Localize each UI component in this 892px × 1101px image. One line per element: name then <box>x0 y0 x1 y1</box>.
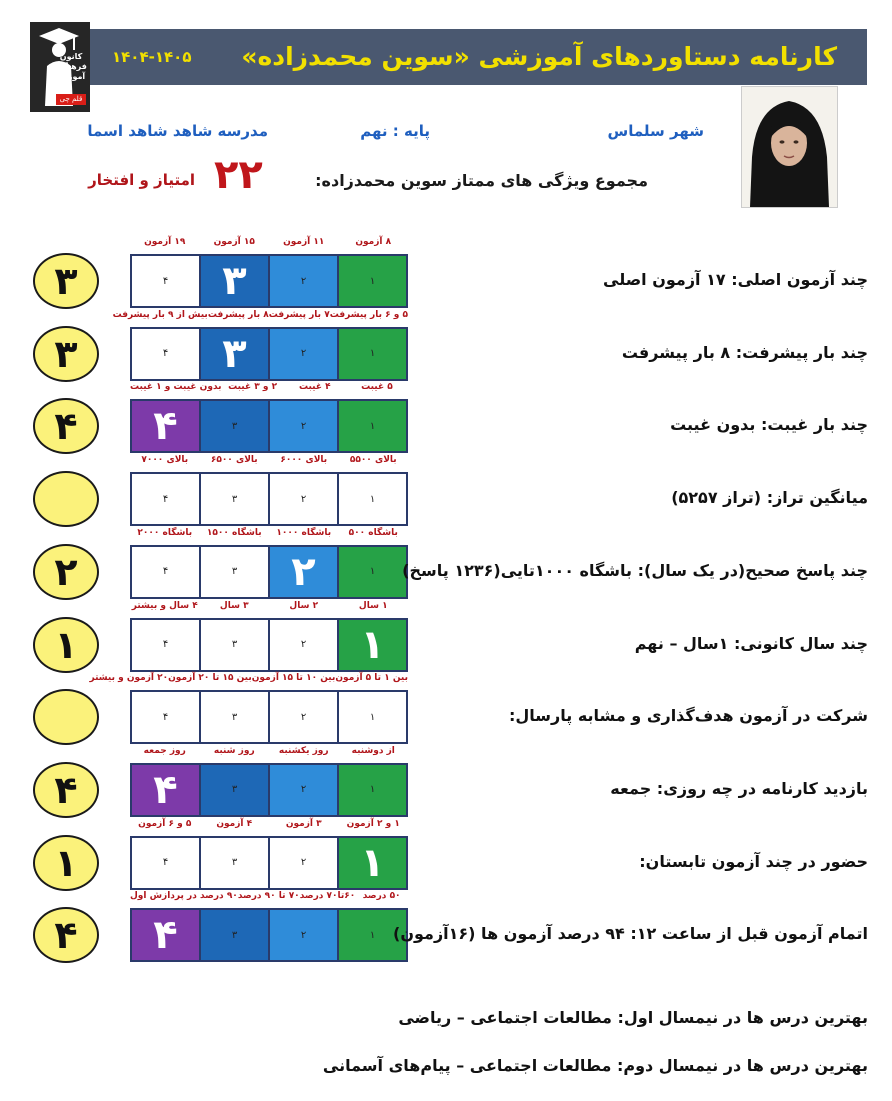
level-cell: ۱ <box>337 329 406 379</box>
best-subjects-second-semester: بهترین درس ها در نیمسال دوم: مطالعات اجتماعی – پیام‌های آسمانی <box>322 1056 868 1075</box>
level-cell: ۲ <box>268 692 337 742</box>
row-question: میانگین تراز: (تراز ۵۲۵۷) <box>671 488 868 508</box>
row-question: بازدید کارنامه در چه روزی: جمعه <box>610 778 868 798</box>
level-label: ۱۱ آزمون <box>283 237 325 247</box>
level-grid <box>130 763 408 817</box>
level-label: بالای ۶۰۰۰ <box>280 455 328 466</box>
level-label: روز یکشنبه <box>278 745 329 756</box>
level-cell: ۲ <box>268 474 337 524</box>
school-label: مدرسه شاهد شاهد اسما <box>87 122 268 140</box>
level-cell: ۴ <box>132 256 199 306</box>
level-cell: ۲ <box>268 547 337 597</box>
level-cell: ۱ <box>337 910 406 960</box>
level-grid <box>130 399 408 453</box>
level-label: باشگاه ۲۰۰۰ <box>137 527 193 538</box>
score-circle <box>33 471 99 527</box>
level-cell: ۴ <box>132 910 199 960</box>
level-cell: ۴ <box>132 474 199 524</box>
level-label: بالای ۵۵۰۰ <box>349 455 397 466</box>
level-label: ۵ و ۶ آزمون <box>138 818 192 829</box>
level-cell: ۴ <box>132 401 199 451</box>
level-cell: ۴ <box>132 547 199 597</box>
level-grid <box>130 254 408 308</box>
score-circle: ۳ <box>33 326 99 382</box>
level-label: بالای ۷۰۰۰ <box>141 455 189 466</box>
kanoon-logo <box>30 22 90 112</box>
level-cell: ۱ <box>337 620 406 670</box>
level-grid <box>130 618 408 672</box>
level-labels <box>130 819 408 833</box>
row-question: حضور در چند آزمون تابستان: <box>639 851 868 871</box>
level-label: باشگاه ۱۰۰۰ <box>276 527 332 538</box>
level-label: بالای ۶۵۰۰ <box>210 455 258 466</box>
level-grid <box>130 545 408 599</box>
level-label: ۳ سال <box>219 600 249 611</box>
score-circle <box>33 689 99 745</box>
level-labels <box>130 891 408 905</box>
level-label: روز شنبه <box>213 745 255 756</box>
row-question: چند سال کانونی: ۱سال – نهم <box>634 633 868 653</box>
student-photo <box>741 86 838 208</box>
level-cell: ۳ <box>199 765 268 815</box>
level-label: ۸ بار پیشرفت <box>207 309 269 320</box>
row-question: چند بار پیشرفت: ۸ بار پیشرفت <box>621 342 868 362</box>
level-label: ۱۵ آزمون <box>213 237 255 247</box>
city-label: شهر سلماس <box>607 122 704 140</box>
row-question: چند بار غیبت: بدون غیبت <box>670 415 868 435</box>
level-cell: ۳ <box>199 838 268 888</box>
level-cell: ۲ <box>268 838 337 888</box>
level-grid <box>130 690 408 744</box>
level-label: ۸ آزمون <box>355 237 392 247</box>
row-question: چند آزمون اصلی: ۱۷ آزمون اصلی <box>603 270 868 289</box>
best-subjects-first-semester: بهترین درس ها در نیمسال اول: مطالعات اجتماعی – ریاضی <box>398 1008 868 1027</box>
level-cell: ۲ <box>268 401 337 451</box>
level-cell: ۱ <box>337 838 406 888</box>
features-title: مجموع ویژگی های ممتاز سوین محمدزاده: <box>315 171 648 190</box>
level-label: ۲ و ۳ غیبت <box>228 382 278 393</box>
level-cell: ۳ <box>199 620 268 670</box>
level-label: ۴ سال و بیشتر <box>131 600 198 611</box>
level-label: باشگاه ۱۵۰۰ <box>206 527 262 538</box>
level-cell: ۴ <box>132 692 199 742</box>
score-circle: ۱ <box>33 617 99 673</box>
level-label: ۶۰تا۷۰ درصد <box>299 891 356 902</box>
level-label: ۵۰ درصد <box>362 891 401 902</box>
level-cell: ۴ <box>132 765 199 815</box>
level-label: بیش از ۹ بار پیشرفت <box>112 309 208 320</box>
level-label: ۵ غیبت <box>361 382 393 393</box>
level-cell: ۴ <box>132 620 199 670</box>
level-cell: ۱ <box>337 547 406 597</box>
level-cell: ۴ <box>132 838 199 888</box>
level-cell: ۳ <box>199 401 268 451</box>
student-photo-image <box>742 87 837 207</box>
level-label: از دوشنبه <box>351 745 395 756</box>
level-label: ۱ و ۲ آزمون <box>346 818 400 829</box>
level-label: ۷ بار پیشرفت <box>268 309 330 320</box>
score-circle: ۴ <box>33 762 99 818</box>
level-cell: ۳ <box>199 547 268 597</box>
level-cell: ۲ <box>268 329 337 379</box>
level-cell: ۱ <box>337 765 406 815</box>
level-cell: ۴ <box>132 329 199 379</box>
level-cell: ۲ <box>268 620 337 670</box>
level-grid <box>130 908 408 962</box>
level-cell: ۲ <box>268 910 337 960</box>
level-labels <box>130 455 408 469</box>
score-circle: ۴ <box>33 907 99 963</box>
level-label: ۳ آزمون <box>285 818 322 829</box>
level-label: ۹۰ درصد در پردازش اول <box>130 891 238 902</box>
level-cell: ۱ <box>337 256 406 306</box>
score-circle: ۴ <box>33 398 99 454</box>
level-labels <box>130 382 408 396</box>
academic-years: ۱۴۰۴-۱۴۰۵ <box>112 48 192 66</box>
level-cell: ۳ <box>199 910 268 960</box>
level-label: ۲۰ آزمون و بیشتر <box>89 673 169 684</box>
logo-text: کانون فرهنگی آموزش <box>55 52 87 81</box>
level-cell: ۱ <box>337 474 406 524</box>
logo-tag: قلم چی <box>56 94 86 105</box>
score-circle: ۲ <box>33 544 99 600</box>
level-label: بین ۱۵ تا ۲۰ آزمون <box>168 673 252 684</box>
level-label: ۴ آزمون <box>216 818 253 829</box>
level-labels <box>130 528 408 542</box>
level-cell: ۳ <box>199 474 268 524</box>
level-labels <box>130 746 408 760</box>
honor-count: ۲۲ <box>214 152 263 198</box>
level-labels <box>89 673 408 687</box>
level-cell: ۲ <box>268 256 337 306</box>
level-label: ۱۹ آزمون <box>144 237 186 247</box>
level-label: بدون غیبت و ۱ غیبت <box>130 382 222 393</box>
honor-label: امتیاز و افتخار <box>88 171 195 189</box>
level-label: باشگاه ۵۰۰ <box>348 527 398 538</box>
level-cell: ۲ <box>268 765 337 815</box>
level-label: ۱ سال <box>358 600 388 611</box>
row-question: چند پاسخ صحیح(در یک سال): باشگاه ۱۰۰۰تایی(۱۲۳۶ پاسخ) <box>402 560 868 580</box>
level-cell: ۳ <box>199 692 268 742</box>
level-label: ۷۰ تا ۹۰ درصد <box>237 891 300 902</box>
level-grid <box>130 472 408 526</box>
level-labels <box>130 237 408 251</box>
level-label: ۴ غیبت <box>298 382 331 393</box>
level-labels <box>130 601 408 615</box>
level-grid <box>130 327 408 381</box>
level-cell: ۱ <box>337 692 406 742</box>
row-question: شرکت در آزمون هدف‌گذاری و مشابه پارسال: <box>509 706 868 726</box>
level-label: روز جمعه <box>143 745 186 756</box>
level-grid <box>130 836 408 890</box>
grade-label: پایه : نهم <box>360 122 430 140</box>
header-bar <box>90 29 867 85</box>
score-circle: ۱ <box>33 835 99 891</box>
level-label: ۲ سال <box>289 600 319 611</box>
level-label: بین ۱ تا ۵ آزمون <box>335 673 408 684</box>
level-labels <box>112 309 408 324</box>
page-title: کارنامه دستاوردهای آموزشی «سوین محمدزاده» <box>241 42 837 71</box>
level-label: ۵ و ۶ بار پیشرفت <box>329 309 408 320</box>
level-cell: ۳ <box>199 329 268 379</box>
level-cell: ۳ <box>199 256 268 306</box>
level-label: بین ۱۰ تا ۱۵ آزمون <box>251 673 336 684</box>
level-cell: ۱ <box>337 401 406 451</box>
score-circle: ۳ <box>33 253 99 309</box>
row-question: اتمام آزمون قبل از ساعت ۱۲: ۹۴ درصد آزمون ها (۱۶آزمون) <box>393 924 868 944</box>
